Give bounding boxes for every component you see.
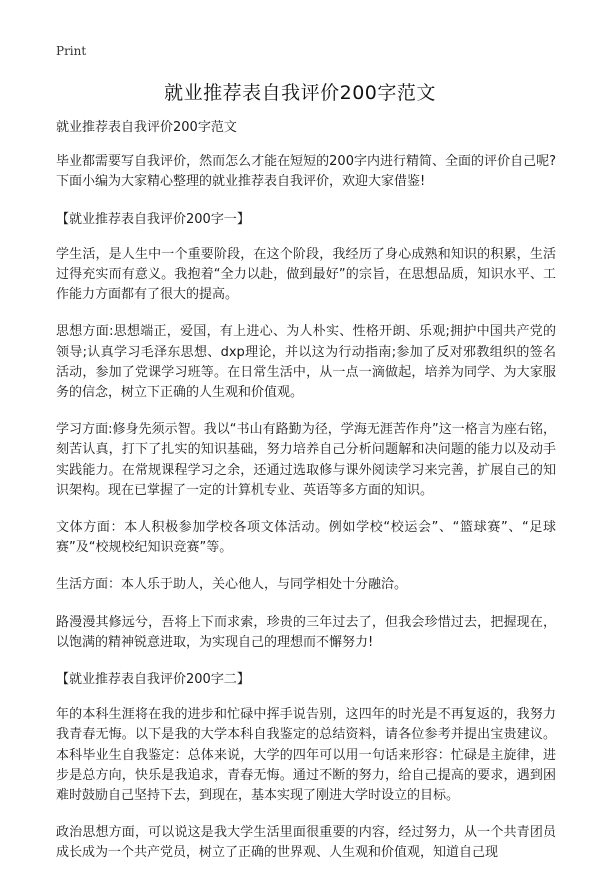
section-heading-2: 【就业推荐表自我评价200字二】 — [56, 672, 250, 688]
section-heading-1: 【就业推荐表自我评价200字一】 — [56, 211, 250, 227]
article-subtitle: 就业推荐表自我评价200字范文 — [56, 120, 237, 135]
paragraph-2: 思想方面:思想端正，爱国，有上进心、为人朴实、性格开朗、乐观;拥护中国共产党的领导;认真学习毛泽东思想、dxp理论，并以这为行动指南;参加了反对邪教组织的签名活动，参加了党课学习班等。在日常生活中，从一点一滴做起，培养为同学、为大家服务的信念，树立下正确的人生观和价值观。 — [56, 324, 556, 401]
paragraph-4: 文体方面：本人积极参加学校各项文体活动。例如学校“校运会”、“篮球赛”、“足球赛”及“校规校纪知识竞赛”等。 — [56, 520, 556, 556]
paragraph-8: 政治思想方面，可以说这是我大学生活里面很重要的内容，经过努力，从一个共青团员成长成为一个共产党员，树立了正确的世界观、人生观和价值观，知道自己现 — [56, 825, 556, 861]
article-body — [56, 118, 556, 881]
paragraph-1: 学生活，是人生中一个重要阶段，在这个阶段，我经历了身心成熟和知识的积累，生活过得充实而有意义。我抱着“全力以赴，做到最好”的宗旨，在思想品质，知识水平、工作能力方面都有了很大的提高。 — [56, 246, 556, 303]
paragraph-5: 生活方面：本人乐于助人，关心他人，与同学相处十分融洽。 — [56, 577, 408, 593]
print-link[interactable]: Print — [56, 44, 87, 58]
intro-paragraph: 毕业都需要写自我评价，然而怎么才能在短短的200字内进行精简、全面的评价自己呢?下面小编为大家精心整理的就业推荐表自我评价，欢迎大家借鉴! — [56, 154, 556, 190]
paragraph-3: 学习方面:修身先须示智。我以“书山有路勤为径，学海无涯苦作舟”这一格言为座右铭，刻苦认真，打下了扎实的知识基础，努力培养自己分析问题解和决问题的能力以及动手实践能力。在常规课程学习之余，还通过选取修与课外阅读学习来完善，扩展自己的知识架构。现在已掌握了一定的计算机专业、英语等多方面的知识。 — [56, 422, 556, 498]
paragraph-7: 年的本科生涯将在我的进步和忙碌中挥手说告别，这四年的时光是不再复返的，我努力我青春无悔。以下是我的大学本科自我鉴定的总结资料，请各位参考并提出宝贵建议。 本科毕业生自我鉴定：总体来说，大学的四年可以用一句话来形容：忙碌是主旋律，进步是总方向，快乐是我追求，青春无悔。通过不断的努力，给自己提高的要求，遇到困难时鼓励自己坚持下去，到现在，基本实现了刚进大学时设立的目标。 — [56, 707, 556, 804]
paragraph-6: 路漫漫其修远兮，吾将上下而求索，珍贵的三年过去了，但我会珍惜过去，把握现在，以饱满的精神锐意进取，为实现自己的理想而不懈努力! — [56, 614, 556, 650]
page-title: 就业推荐表自我评价200字范文 — [164, 82, 436, 104]
